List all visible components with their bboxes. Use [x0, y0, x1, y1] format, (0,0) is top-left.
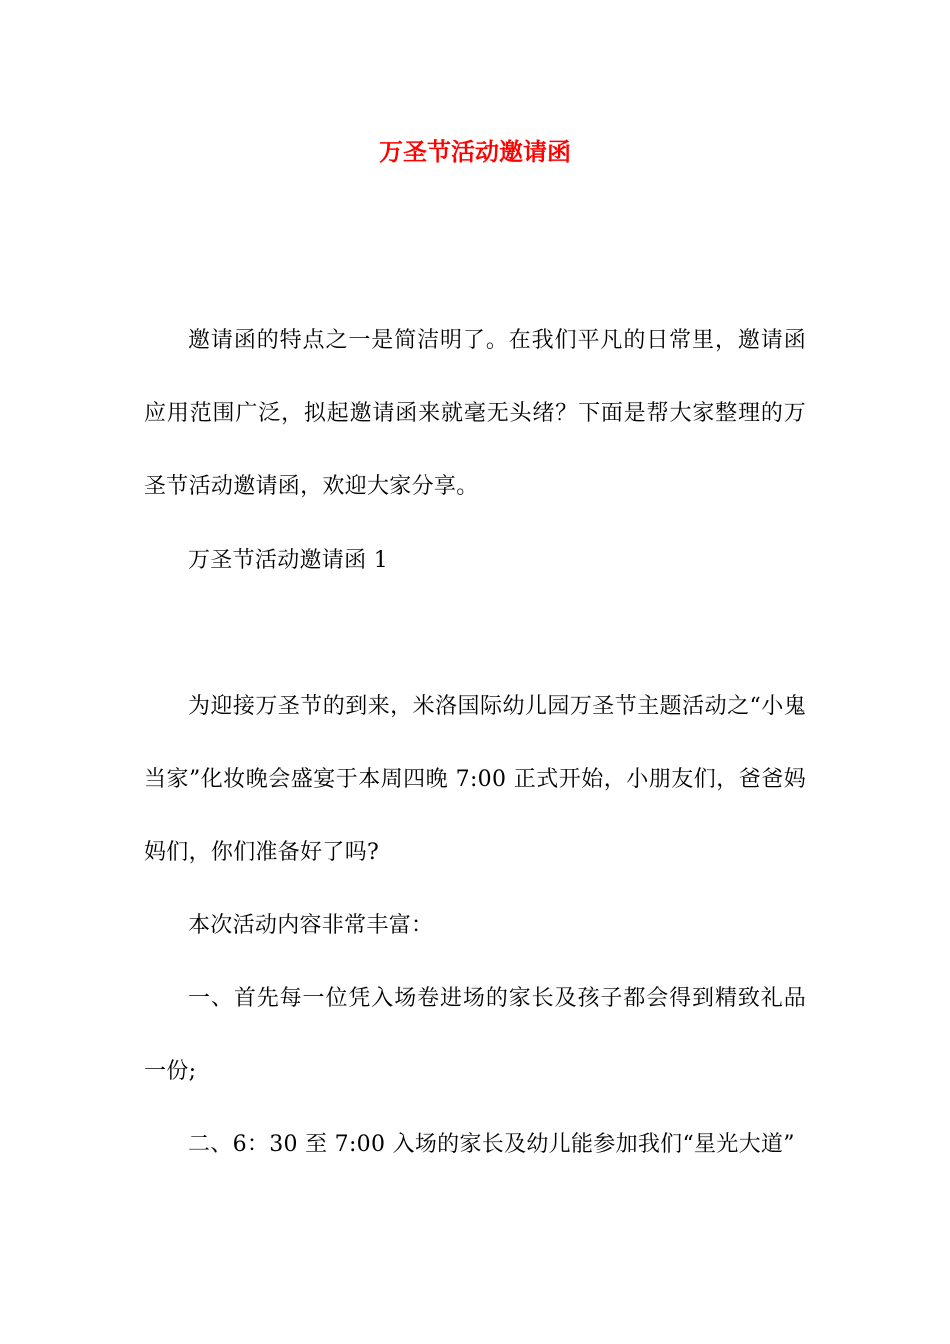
paragraph-content-lead: 本次活动内容非常丰富：: [188, 913, 434, 938]
paragraph-item-two: 二、6：30 至 7:00 入场的家长及幼儿能参加我们“星光大道”: [188, 1132, 795, 1157]
intro-block: [144, 304, 806, 523]
intro-paragraph: 邀请函的特点之一是简洁明了。在我们平凡的日常里，邀请函应用范围广泛，拟起邀请函来就毫无头绪？下面是帮大家整理的万圣节活动邀请函，欢迎大家分享。: [144, 328, 806, 499]
paragraph-item-one: 一、首先每一位凭入场卷进场的家长及孩子都会得到精致礼品一份;: [144, 986, 806, 1084]
section-heading-block: [144, 524, 806, 597]
invitation-body: [144, 670, 806, 1181]
paragraph-event-intro: 为迎接万圣节的到来，米洛国际幼儿园万圣节主题活动之“小鬼当家”化妆晚会盛宴于本周四晚 7:00 正式开始，小朋友们，爸爸妈妈们，你们准备好了吗?: [144, 694, 806, 865]
document-title: 万圣节活动邀请函: [379, 137, 571, 166]
section-heading: 万圣节活动邀请函 1: [188, 548, 388, 573]
